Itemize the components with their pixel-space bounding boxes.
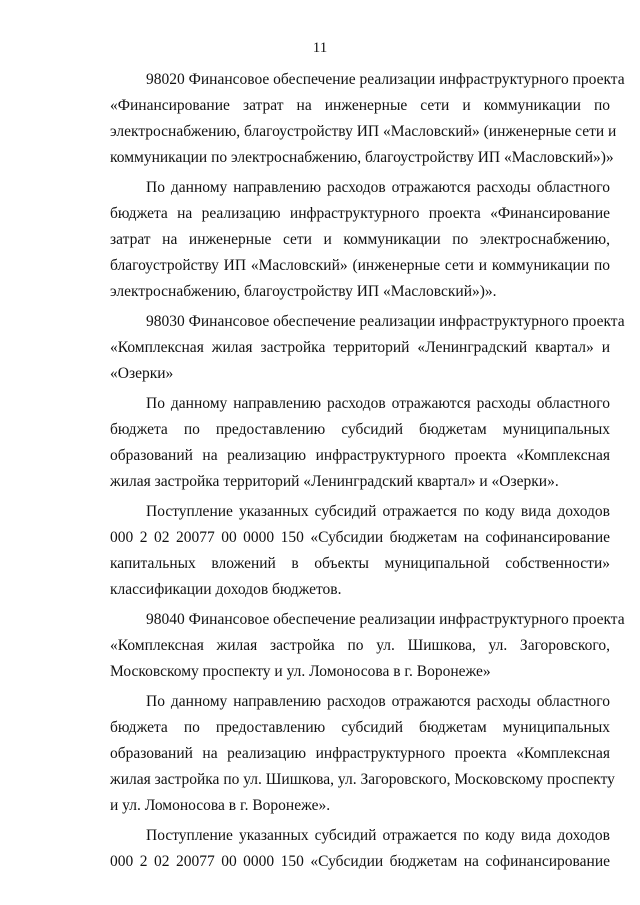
text-line: жилая застройка по ул. Шишкова, ул. Загоровского, Московскому проспекту: [110, 771, 615, 788]
text-line: Московскому проспекту и ул. Ломоносова в г. Воронеже»: [110, 663, 491, 680]
text-line: классификации доходов бюджетов.: [110, 581, 342, 598]
text-line: 98030 Финансовое обеспечение реализации инфраструктурного проекта: [146, 313, 625, 330]
text-line: По данному направлению расходов отражаются расходы областного: [146, 179, 610, 196]
text-line: капитальных вложений в объекты муниципальной собственности»: [110, 555, 610, 572]
text-line: образований на реализацию инфраструктурного проекта «Комплексная: [110, 745, 610, 762]
text-line: коммуникации по электроснабжению, благоустройству ИП «Масловский»)»: [110, 149, 614, 166]
text-line: По данному направлению расходов отражаются расходы областного: [146, 395, 610, 412]
text-line: электроснабжению, благоустройству ИП «Масловский»)».: [110, 283, 497, 300]
text-line: «Комплексная жилая застройка по ул. Шишкова, ул. Загоровского,: [110, 637, 610, 654]
text-line: бюджета по предоставлению субсидий бюджетам муниципальных: [110, 719, 610, 736]
page-number: 11: [312, 40, 328, 56]
text-line: электроснабжению, благоустройству ИП «Масловский» (инженерные сети и: [110, 123, 617, 140]
text-line: «Комплексная жилая застройка территорий «Ленинградский квартал» и: [110, 339, 610, 356]
text-line: затрат на инженерные сети и коммуникации по электроснабжению,: [110, 231, 610, 248]
text-line: «Озерки»: [110, 365, 174, 382]
text-line: и ул. Ломоносова в г. Воронеже».: [110, 797, 331, 814]
text-line: По данному направлению расходов отражаются расходы областного: [146, 693, 610, 710]
text-line: «Финансирование затрат на инженерные сети и коммуникации по: [110, 97, 610, 114]
text-line: бюджета по предоставлению субсидий бюджетам муниципальных: [110, 421, 610, 438]
text-line: образований на реализацию инфраструктурного проекта «Комплексная: [110, 447, 610, 464]
text-line: 98040 Финансовое обеспечение реализации инфраструктурного проекта: [146, 611, 625, 628]
text-line: благоустройству ИП «Масловский» (инженерные сети и коммуникации по: [110, 257, 610, 274]
text-line: 98020 Финансовое обеспечение реализации инфраструктурного проекта: [146, 71, 625, 88]
text-line: Поступление указанных субсидий отражается по коду вида доходов: [146, 827, 610, 844]
text-line: 000 2 02 20077 00 0000 150 «Субсидии бюджетам на софинансирование: [110, 853, 610, 870]
text-line: Поступление указанных субсидий отражается по коду вида доходов: [146, 503, 610, 520]
text-line: бюджета на реализацию инфраструктурного проекта «Финансирование: [110, 205, 610, 222]
text-line: 000 2 02 20077 00 0000 150 «Субсидии бюджетам на софинансирование: [110, 529, 610, 546]
text-line: жилая застройка территорий «Ленинградский квартал» и «Озерки».: [110, 473, 559, 490]
